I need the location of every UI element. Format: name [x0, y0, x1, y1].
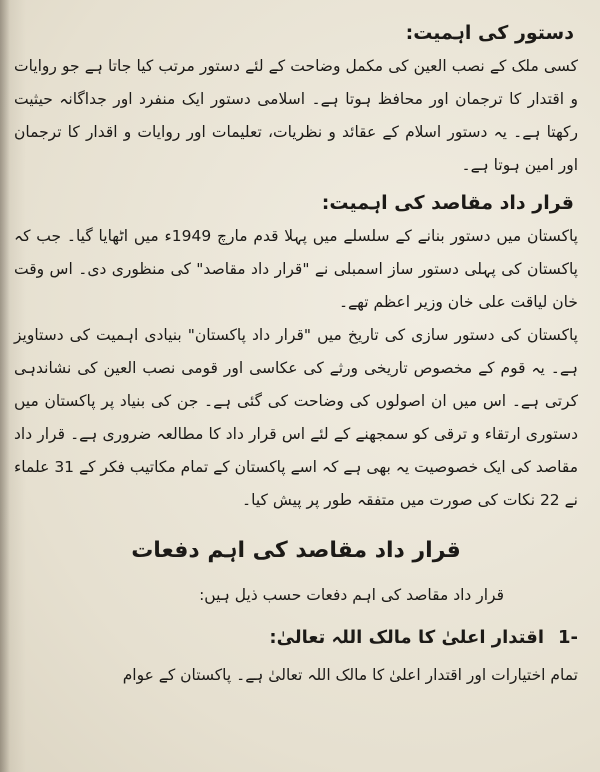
section-heading-constitution-importance: دستور کی اہمیت:	[405, 22, 574, 44]
paragraph-objectives-resolution-history	[14, 220, 578, 319]
paragraph-text: پاکستان میں دستور بنانے کے سلسلے میں پہلا قدم مارچ 1949ء میں اٹھایا گیا۔ جب کہ پاکستان کی پہلی دستور ساز اسمبلی نے "قرار داد مقاصد" کی منظوری دی۔ اس وقت خان لیاقت علی خان وزیر اعظم تھے۔	[14, 227, 578, 311]
paragraph-text: کسی ملک کے نصب العین کی مکمل وضاحت کے لئے دستور مرتب کیا جاتا ہے جو روایات و اقتدار کا ترجمان اور محافظ ہوتا ہے۔ اسلامی دستور ایک منفرد اور جداگانہ حیثیت رکھتا ہے۔ یہ دستور اسلام کے عقائد و نظریات، تعلیمات اور روایات و اقدار کا ترجمان اور امین ہوتا ہے۔	[14, 57, 578, 174]
section-title-key-clauses: قرار داد مقاصد کی اہم دفعات	[131, 538, 461, 563]
clause-title: اقتدار اعلیٰ کا مالک اللہ تعالیٰ:	[269, 626, 544, 648]
clause-item	[14, 619, 578, 655]
section-heading-objectives-resolution-importance: قرار داد مقاصد کی اہمیت:	[321, 192, 574, 214]
paragraph-text: پاکستان کی دستور سازی کی تاریخ میں "قرار داد پاکستان" بنیادی اہمیت کی دستاویز ہے۔ یہ قوم کے مخصوص تاریخی ورثے کی عکاسی اور قومی نصب العین کی نشاندہی کرتی ہے۔ اس میں ان اصولوں کی وضاحت کی گئی ہے۔ جن کی بنیاد پر پاکستان میں دستوری ارتقاء و ترقی کو سمجھنے کے لئے اس قرار داد کا مطالعہ ضروری ہے۔ قرار داد مقاصد کی ایک خصوصیت یہ بھی ہے کہ اسے پاکستان کے تمام مکاتیب فکر کے 31 علماء نے 22 نکات کی صورت میں متفقہ طور پر پیش کیا۔	[14, 326, 578, 509]
paragraph-objectives-resolution-significance	[14, 319, 578, 517]
paragraph-constitution-importance	[14, 50, 578, 182]
clause-text: تمام اختیارات اور اقتدار اعلیٰ کا مالک اللہ تعالیٰ ہے۔ پاکستان کے عوام	[122, 666, 578, 684]
clause-number: 1-	[558, 626, 578, 648]
page-edge-shadow	[0, 0, 10, 772]
key-clauses-intro: قرار داد مقاصد کی اہم دفعات حسب ذیل ہیں:	[199, 586, 504, 604]
